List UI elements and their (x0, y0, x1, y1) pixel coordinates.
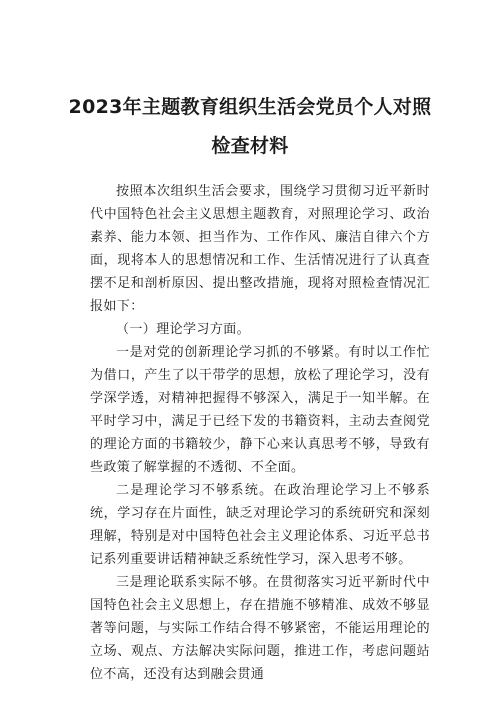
document-body (90, 180, 430, 686)
document-title-line-1: 2023年主题教育组织生活会党员个人对照 (68, 96, 432, 118)
document-title-line-2: 检查材料 (211, 135, 289, 157)
body-paragraph: 三是理论联系实际不够。在贯彻落实习近平新时代中国特色社会主义思想上，存在措施不够精准、成效不够显著等问题，与实际工作结合得不够紧密，不能运用理论的立场、观点、方法解决实际问题，推进工作，考虑问题站位不高，还没有达到融会贯通 (90, 575, 430, 682)
body-paragraph: 一是对党的创新理论学习抓的不够紧。有时以工作忙为借口，产生了以干带学的思想，放松了理论学习，没有学深学透，对精神把握得不够深入，满足于一知半解。在平时学习中，满足于已经下发的书籍资料，主动去查阅党的理论方面的书籍较少，静下心来认真思考不够，导致有些政策了解掌握的不透彻、不全面。 (90, 345, 430, 475)
intro-paragraph: 按照本次组织生活会要求，围绕学习贯彻习近平新时代中国特色社会主义思想主题教育，对照理论学习、政治素养、能力本领、担当作为、工作作风、廉洁自律六个方面，现将本人的思想情况和工作、生活情况进行了认真查摆不足和剖析原因、提出整改措施，现将对照检查情况汇报如下： (90, 184, 430, 314)
body-paragraph: 二是理论学习不够系统。在政治理论学习上不够系统，学习存在片面性，缺乏对理论学习的系统研究和深刻理解，特别是对中国特色社会主义理论体系、习近平总书记系列重要讲话精神缺乏系统性学习，深入思考不够。 (90, 483, 430, 567)
section-heading: （一）理论学习方面。 (116, 322, 251, 337)
